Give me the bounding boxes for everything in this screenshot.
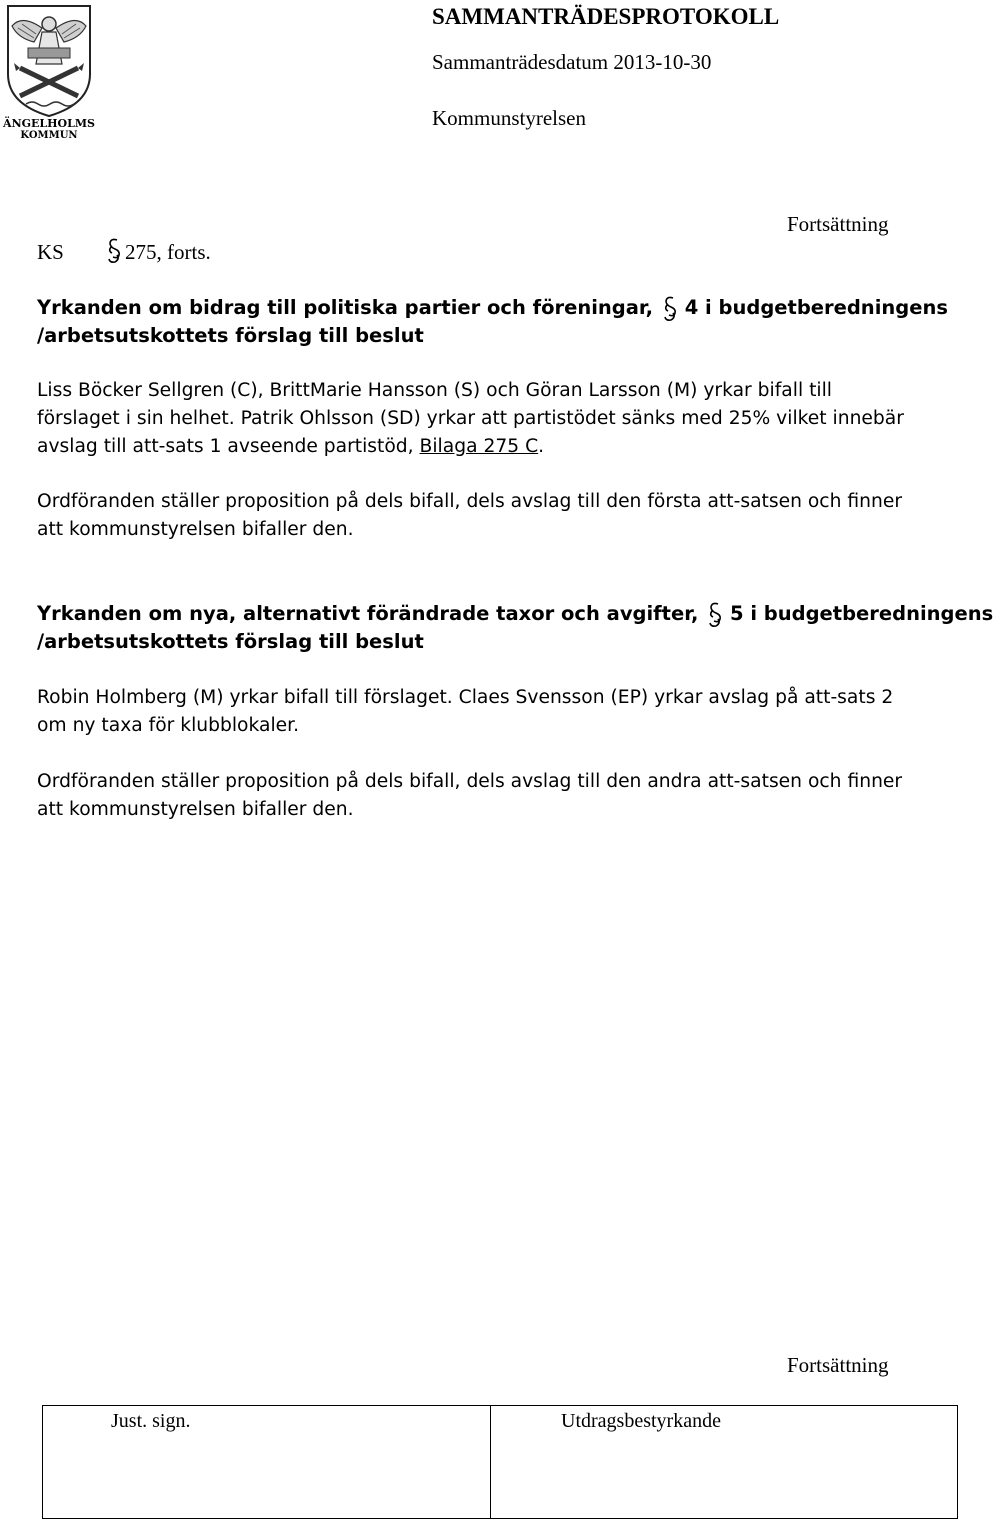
meeting-date: Sammanträdesdatum 2013-10-30 <box>432 50 712 74</box>
just-sign-label: Just. sign. <box>111 1410 191 1432</box>
paragraph-line: förslaget i sin helhet. Patrik Ohlsson (SD) yrkar att partistödet sänks med 25% vilket innebär <box>37 408 904 429</box>
paragraph-line: att kommunstyrelsen bifaller den. <box>37 799 354 820</box>
svg-text:ÄNGELHOLMS: ÄNGELHOLMS <box>3 117 95 130</box>
section-sign-icon <box>705 600 723 628</box>
paragraph-line: Ordföranden ställer proposition på dels bifall, dels avslag till den första att-satsen och finner <box>37 491 903 512</box>
heading-fees <box>37 600 993 656</box>
paragraph-proposition-fees <box>37 768 902 824</box>
heading-text: Yrkanden om nya, alternativt förändrade taxor och avgifter, <box>37 602 699 625</box>
heading-text: /arbetsutskottets förslag till beslut <box>37 324 424 347</box>
heading-party-grants <box>37 294 948 350</box>
paragraph-proposition <box>37 488 902 544</box>
paragraph-line: Liss Böcker Sellgren (C), BrittMarie Hansson (S) och Göran Larsson (M) yrkar bifall till <box>37 380 832 401</box>
section-number: 275, forts. <box>125 240 211 264</box>
signature-box <box>42 1405 958 1519</box>
section-sign-icon <box>105 236 123 266</box>
extract-certification-label: Utdragsbestyrkande <box>561 1410 721 1432</box>
paragraph-text: avslag till att-sats 1 avseende partistöd, <box>37 436 420 457</box>
heading-text: 4 i budgetberedningens <box>684 296 948 319</box>
paragraph-line: Robin Holmberg (M) yrkar bifall till förslaget. Claes Svensson (EP) yrkar avslag på att-sats 2 <box>37 687 894 708</box>
attachment-link[interactable]: Bilaga 275 C <box>419 436 539 457</box>
paragraph-line: om ny taxa för klubblokaler. <box>37 715 300 736</box>
body-name: Kommunstyrelsen <box>432 106 586 130</box>
paragraph-line: att kommunstyrelsen bifaller den. <box>37 519 354 540</box>
heading-text: Yrkanden om bidrag till politiska partier och föreningar, <box>37 296 654 319</box>
heading-text: /arbetsutskottets förslag till beslut <box>37 630 424 653</box>
municipality-logo <box>4 4 94 139</box>
svg-text:KOMMUN: KOMMUN <box>20 130 78 141</box>
paragraph-motions <box>37 377 904 461</box>
box-divider <box>490 1406 491 1518</box>
continuation-label-top: Fortsättning <box>787 212 889 236</box>
coat-of-arms-icon <box>4 4 94 139</box>
paragraph-motions-fees <box>37 684 893 740</box>
paragraph-line: Ordföranden ställer proposition på dels bifall, dels avslag till den andra att-satsen och finner <box>37 771 903 792</box>
continuation-label-bottom: Fortsättning <box>787 1353 889 1377</box>
heading-text: 5 i budgetberedningens <box>729 602 993 625</box>
paragraph-text: . <box>538 436 545 457</box>
document-title: SAMMANTRÄDESPROTOKOLL <box>432 4 780 29</box>
section-sign-icon <box>660 294 678 322</box>
paragraph-line <box>37 433 904 461</box>
section-prefix: KS <box>37 240 64 264</box>
